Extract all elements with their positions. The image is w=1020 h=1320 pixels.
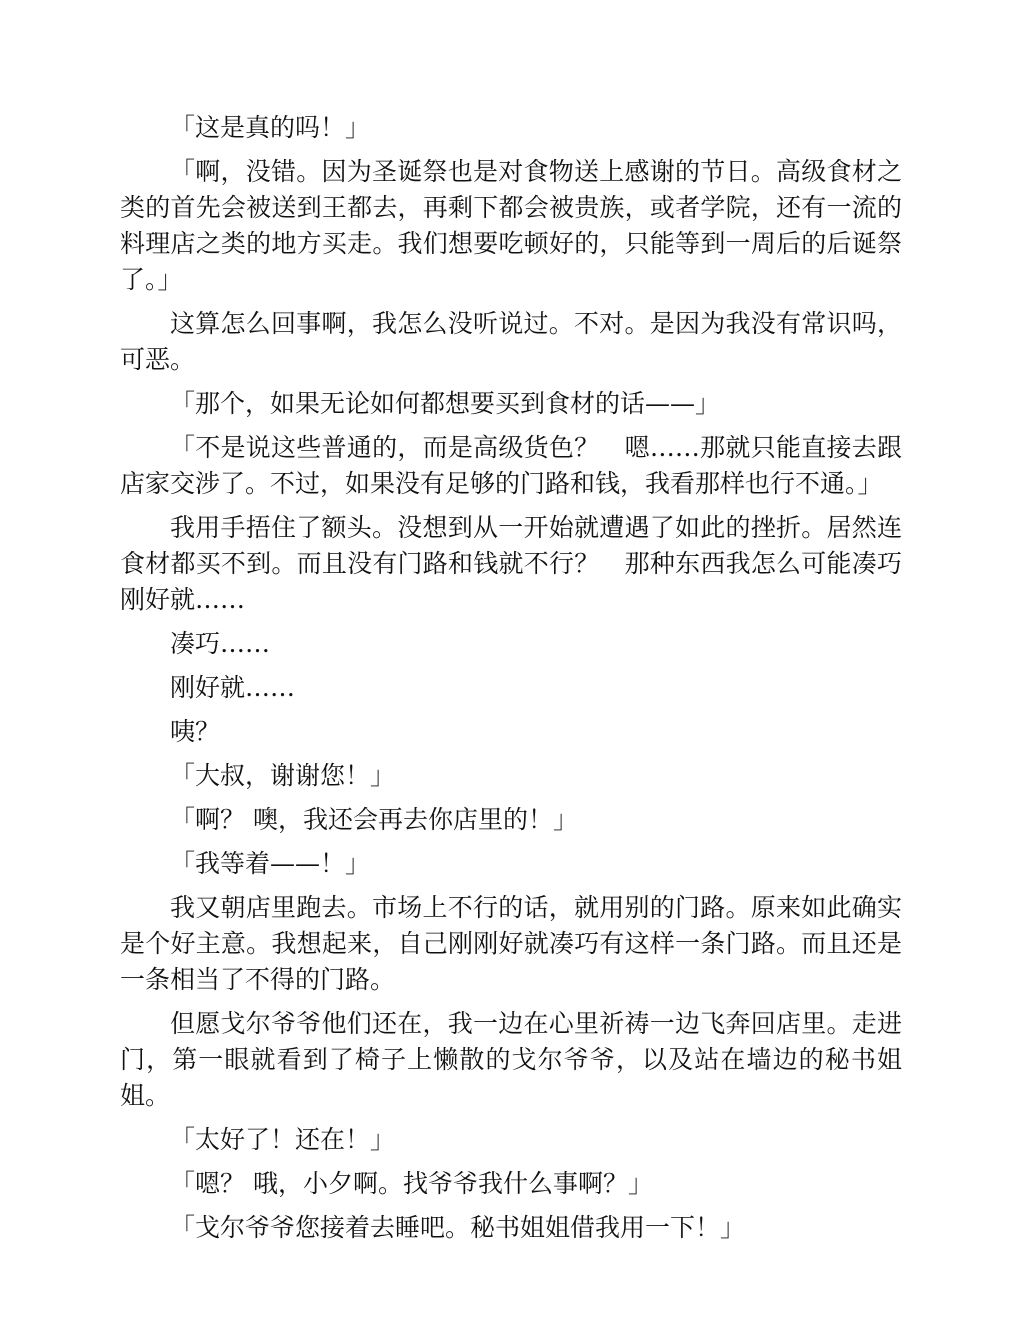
paragraph: 凑巧……	[170, 629, 271, 658]
paragraph: 「戈尔爷爷您接着去睡吧。秘书姐姐借我用一下！」	[170, 1213, 746, 1242]
paragraph: 这算怎么回事啊，我怎么没听说过。不对。是因为我没有常识吗，可恶。	[120, 309, 902, 374]
paragraph: 「大叔，谢谢您！」	[170, 761, 396, 790]
paragraph: 咦？	[170, 717, 221, 746]
paragraph: 但愿戈尔爷爷他们还在，我一边在心里祈祷一边飞奔回店里。走进门，第一眼就看到了椅子上懒散的戈尔爷爷，以及站在墙边的秘书姐姐。	[120, 1009, 902, 1110]
paragraph: 我用手捂住了额头。没想到从一开始就遭遇了如此的挫折。居然连食材都买不到。而且没有门路和钱就不行？ 那种东西我怎么可能凑巧刚好就……	[120, 513, 902, 614]
paragraph: 「不是说这些普通的，而是高级货色？ 嗯……那就只能直接去跟店家交涉了。不过，如果没有足够的门路和钱，我看那样也行不通。」	[120, 433, 902, 498]
paragraph: 刚好就……	[170, 673, 296, 702]
paragraph: 「啊？ 噢，我还会再去你店里的！」	[170, 805, 578, 834]
paragraph: 「我等着——！」	[170, 849, 371, 878]
paragraph: 「嗯？ 哦，小夕啊。找爷爷我什么事啊？」	[170, 1169, 653, 1198]
paragraph: 「那个，如果无论如何都想要买到食材的话——」	[170, 389, 721, 418]
paragraph: 「啊，没错。因为圣诞祭也是对食物送上感谢的节日。高级食材之类的首先会被送到王都去，再剩下都会被贵族，或者学院，还有一流的料理店之类的地方买走。我们想要吃顿好的，只能等到一周后的后诞祭了。」	[120, 157, 902, 294]
paragraph: 「太好了！还在！」	[170, 1125, 396, 1154]
paragraph: 「这是真的吗！」	[170, 113, 371, 142]
paragraph: 我又朝店里跑去。市场上不行的话，就用别的门路。原来如此确实是个好主意。我想起来，自己刚刚好就凑巧有这样一条门路。而且还是一条相当了不得的门路。	[120, 893, 902, 994]
document-page	[120, 110, 902, 1254]
